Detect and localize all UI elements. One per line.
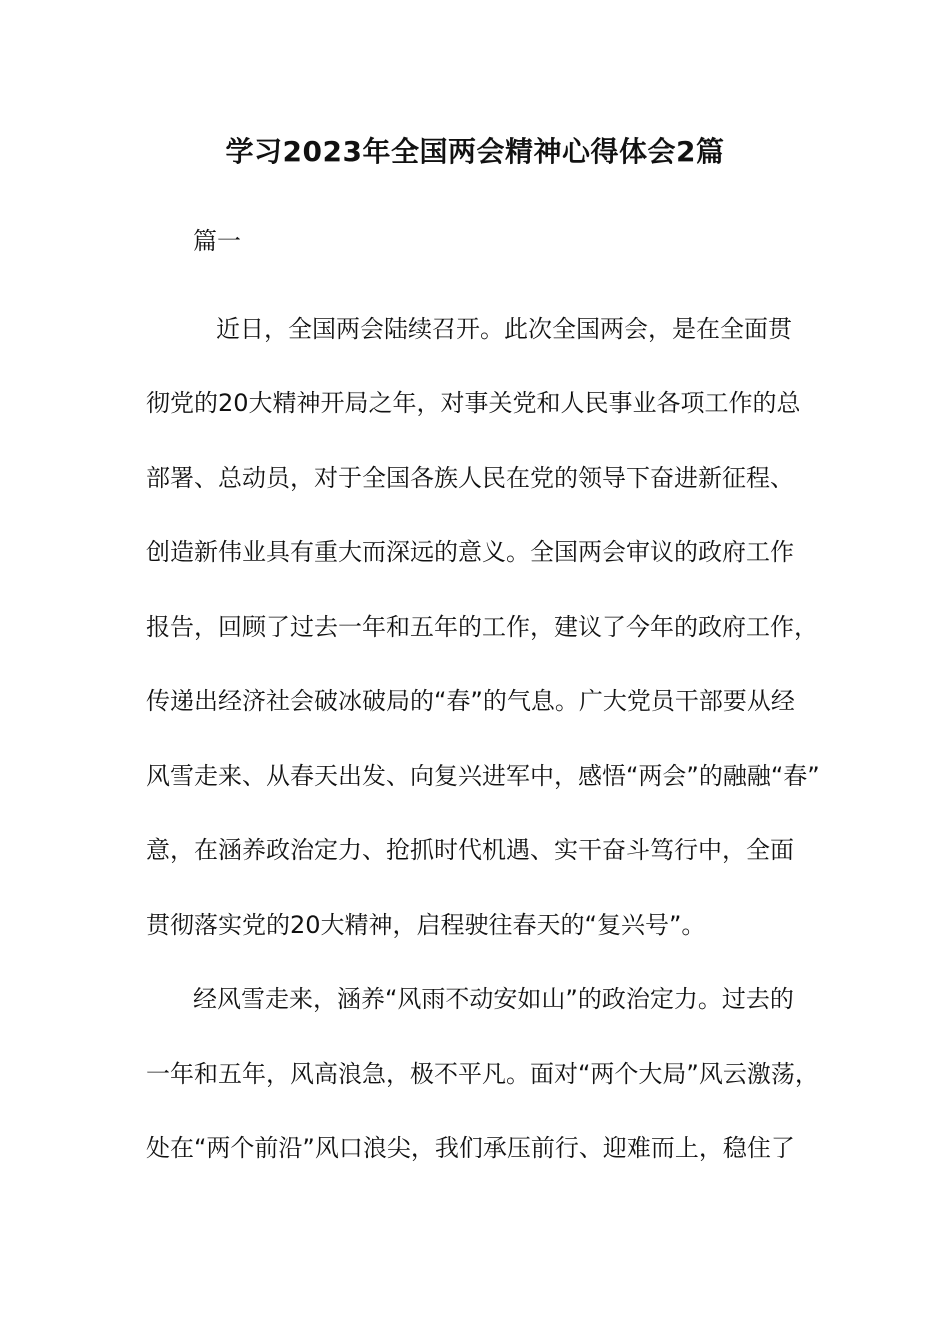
section-label: 篇一 [193, 227, 241, 255]
paragraph-line: 创造新伟业具有重大而深远的意义。全国两会审议的政府工作 [146, 538, 794, 566]
paragraph-line: 经风雪走来，涵养“风雨不动安如山”的政治定力。过去的 [193, 985, 794, 1013]
paragraph-line: 近日，全国两会陆续召开。此次全国两会，是在全面贯 [216, 315, 792, 343]
paragraph-line: 处在“两个前沿”风口浪尖，我们承压前行、迎难而上，稳住了 [146, 1134, 795, 1162]
paragraph-line: 贯彻落实党的20大精神，启程驶往春天的“复兴号”。 [146, 911, 706, 939]
paragraph-line: 意，在涵养政治定力、抢抓时代机遇、实干奋斗笃行中，全面 [146, 836, 794, 864]
paragraph-line: 报告，回顾了过去一年和五年的工作，建议了今年的政府工作， [146, 613, 818, 641]
paragraph-line: 部署、总动员，对于全国各族人民在党的领导下奋进新征程、 [146, 464, 794, 492]
paragraph-line: 风雪走来、从春天出发、向复兴进军中，感悟“两会”的融融“春” [146, 762, 820, 790]
paragraph-line: 一年和五年，风高浪急，极不平凡。面对“两个大局”风云激荡， [146, 1060, 819, 1088]
paragraph-line: 彻党的20大精神开局之年，对事关党和人民事业各项工作的总 [146, 389, 801, 417]
document-title: 学习2023年全国两会精神心得体会2篇 [225, 135, 725, 168]
paragraph-line: 传递出经济社会破冰破局的“春”的气息。广大党员干部要从经 [146, 687, 795, 715]
